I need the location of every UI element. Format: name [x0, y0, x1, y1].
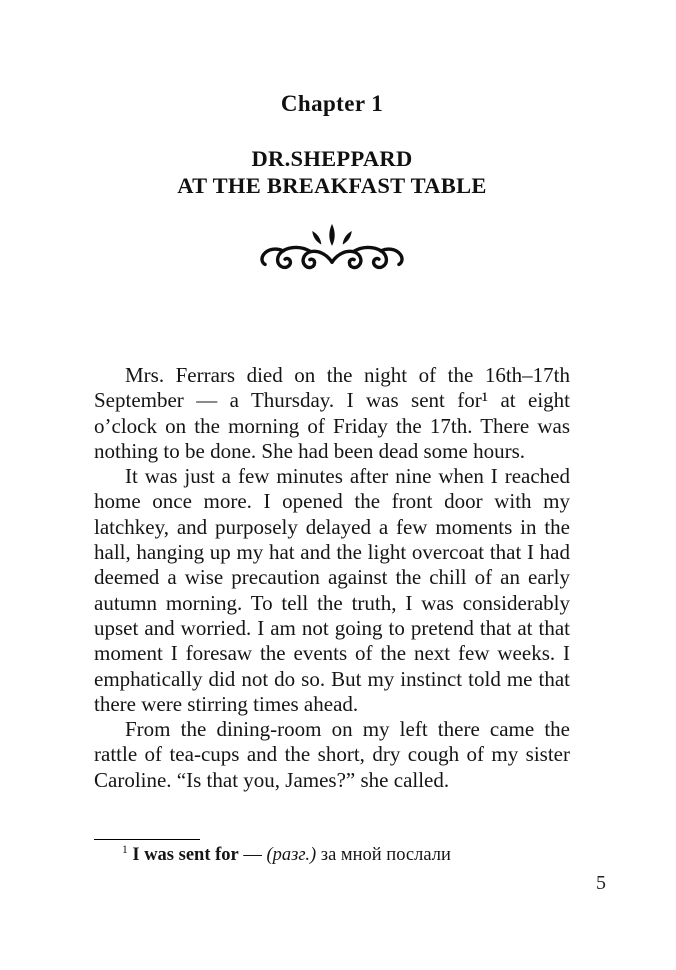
- chapter-title-line1: DR.SHEPPARD: [251, 146, 413, 171]
- chapter-heading: Chapter 1: [280, 91, 384, 116]
- paragraph-2: It was just a few minutes after nine when I reached home once more. I opened the front door with my latchkey, and purposely delayed a few moments in the hall, hanging up my hat and the light overcoat that I had deemed a wise precaution against the chill of an early autumn morning. To tell the truth, I was considerably upset and worried. I am not going to pretend that at that moment I foresaw the events of the next few weeks. I emphatically did not do so. But my instinct told me that there were stirring times ahead.: [94, 464, 570, 716]
- floral-flourish-icon: [94, 222, 570, 285]
- paragraph-1: Mrs. Ferrars died on the night of the 16th–17th September — a Thursday. I was sent for¹ at eight o’clock on the morning of Friday the 17th. There was nothing to be done. She had been dead some hours.: [94, 363, 570, 463]
- footnote-dash: —: [243, 845, 262, 865]
- footnote-text: [94, 844, 570, 867]
- page-number: 5: [596, 872, 606, 894]
- footnote-language-label: (разг.): [266, 845, 317, 865]
- paragraph-3: From the dining-room on my left there came the rattle of tea-cups and the short, dry cough of my sister Caroline. “Is that you, James?” she called.: [94, 717, 570, 792]
- chapter-title-line2: AT THE BREAKFAST TABLE: [177, 173, 487, 198]
- footnote-translation: за мной послали: [320, 845, 451, 865]
- footnote-marker: 1: [122, 843, 128, 856]
- chapter-title: [94, 145, 570, 199]
- footnote-divider: [94, 839, 200, 840]
- footnote-term: I was sent for: [132, 845, 239, 865]
- footnote-block: [94, 839, 570, 867]
- chapter-body: [94, 363, 570, 793]
